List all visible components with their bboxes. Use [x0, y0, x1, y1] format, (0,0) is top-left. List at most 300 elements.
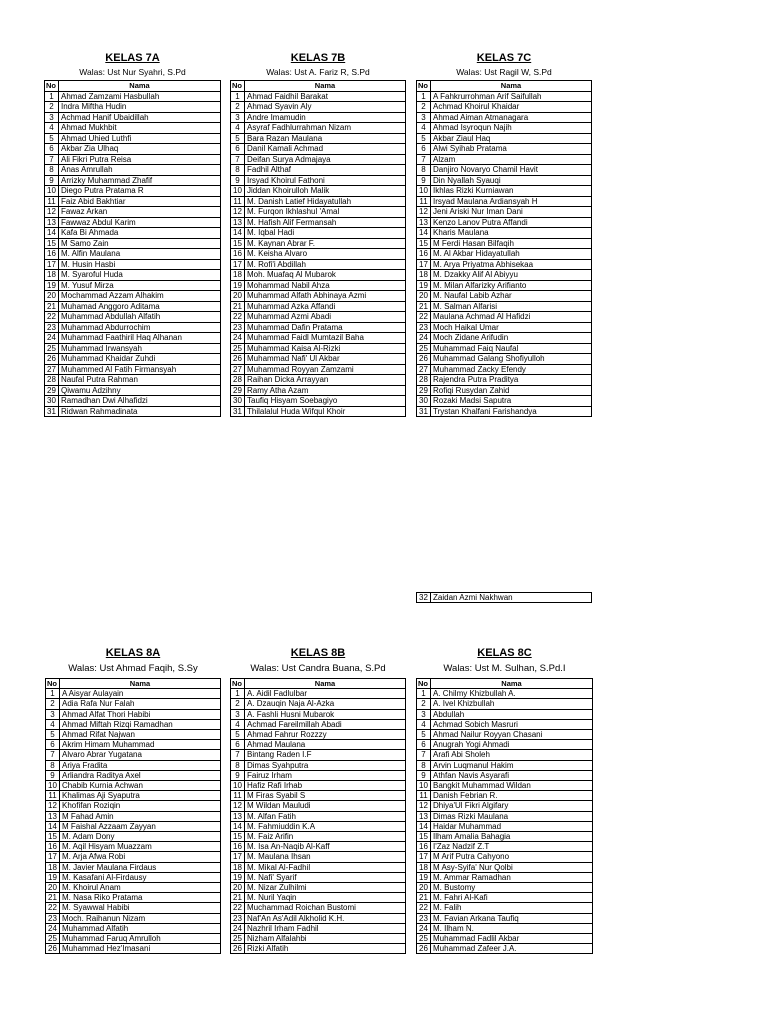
student-name: Ahmad Zamzami Hasbullah — [59, 91, 221, 102]
row-number: 25 — [46, 934, 60, 944]
table-row — [231, 913, 406, 923]
table-row — [46, 903, 221, 913]
row-number: 28 — [417, 375, 431, 386]
student-name: M. Hafish Alif Fermansah — [245, 217, 406, 228]
row-number: 1 — [417, 689, 431, 699]
student-name: M. Kaynan Abrar F. — [245, 238, 406, 249]
table-row — [417, 934, 593, 944]
table-row — [46, 801, 221, 811]
student-name: M. Aqil Hisyam Muazzam — [60, 842, 221, 852]
table-row — [45, 144, 221, 155]
student-table — [45, 678, 221, 954]
table-row — [46, 821, 221, 831]
table-header-row — [46, 679, 221, 689]
row-number: 3 — [231, 112, 245, 123]
row-number: 19 — [417, 872, 431, 882]
student-name: M. Ammar Ramadhan — [431, 872, 593, 882]
student-name: Kharis Maulana — [431, 228, 592, 239]
row-number: 6 — [417, 144, 431, 155]
student-name: Rajendra Putra Praditya — [431, 375, 592, 386]
student-name: M. Husin Hasbi — [59, 259, 221, 270]
homeroom-teacher: Walas: Ust A. Fariz R, S.Pd — [266, 67, 370, 77]
row-number: 7 — [417, 154, 431, 165]
table-row — [231, 343, 406, 354]
row-number: 9 — [46, 770, 60, 780]
student-name: Naf'An As'Adil Alkholid K.H. — [245, 913, 406, 923]
table-row — [417, 740, 593, 750]
row-number: 28 — [45, 375, 59, 386]
student-name: M. Kasafani Al-Firdausy — [60, 872, 221, 882]
column-header-name: Nama — [245, 81, 406, 92]
student-name: Muhammad Faidl Mumtazil Baha — [245, 333, 406, 344]
row-number: 23 — [45, 322, 59, 333]
student-name: Muchammad Roichan Bustomi — [245, 903, 406, 913]
row-number: 20 — [231, 883, 245, 893]
column-header-name: Nama — [59, 81, 221, 92]
table-row — [45, 280, 221, 291]
table-row — [231, 175, 406, 186]
row-number: 22 — [231, 312, 245, 323]
student-name: M. Nafi' Syarif — [245, 872, 406, 882]
table-row — [417, 709, 593, 719]
row-number: 4 — [45, 123, 59, 134]
row-number: 18 — [231, 270, 245, 281]
row-number: 9 — [231, 175, 245, 186]
table-row — [417, 699, 593, 709]
row-number: 6 — [231, 144, 245, 155]
student-name: Ahmad Mukhbit — [59, 123, 221, 134]
student-name: Muhammad Faathiril Haq Alhanan — [59, 333, 221, 344]
student-name: Muhammad Abdurrochim — [59, 322, 221, 333]
student-name: Ahmad Maulana — [245, 740, 406, 750]
row-number: 12 — [46, 801, 60, 811]
row-number: 13 — [46, 811, 60, 821]
column-header-name: Nama — [431, 81, 592, 92]
row-number: 21 — [417, 893, 431, 903]
table-row — [417, 322, 592, 333]
row-number: 4 — [417, 123, 431, 134]
table-row — [45, 343, 221, 354]
student-name: Muhammad Azmi Abadi — [245, 312, 406, 323]
table-row — [231, 280, 406, 291]
student-name: Muhammad Faruq Amrulloh — [60, 934, 221, 944]
table-row — [45, 228, 221, 239]
student-name: A. Fashli Husni Mubarok — [245, 709, 406, 719]
table-row — [231, 385, 406, 396]
table-row — [46, 923, 221, 933]
table-row — [231, 699, 406, 709]
student-name: Hafiz Rafi Irhab — [245, 781, 406, 791]
student-name: Bintang Raden I.F — [245, 750, 406, 760]
homeroom-teacher: Walas: Ust Ahmad Faqih, S.Sy — [68, 663, 198, 674]
table-row — [45, 322, 221, 333]
table-row — [46, 811, 221, 821]
row-number: 24 — [231, 923, 245, 933]
row-number: 5 — [46, 730, 60, 740]
class-title: KELAS 8A — [105, 647, 161, 659]
row-number: 3 — [231, 709, 245, 719]
row-number: 1 — [231, 91, 245, 102]
table-row — [46, 872, 221, 882]
row-number: 11 — [417, 196, 431, 207]
row-number: 26 — [231, 354, 245, 365]
table-row — [46, 791, 221, 801]
table-row — [417, 781, 593, 791]
student-table — [416, 80, 592, 417]
table-row — [231, 852, 406, 862]
table-row — [231, 934, 406, 944]
table-row — [231, 102, 406, 113]
row-number: 14 — [46, 821, 60, 831]
table-row — [231, 801, 406, 811]
table-row — [231, 91, 406, 102]
table-row — [417, 832, 593, 842]
row-number: 31 — [231, 406, 245, 417]
row-number: 20 — [46, 883, 60, 893]
row-number: 13 — [417, 217, 431, 228]
row-number: 23 — [417, 913, 431, 923]
row-number: 17 — [417, 259, 431, 270]
student-name: Ahmad Alfat Thori Habibi — [60, 709, 221, 719]
student-name: M. Keisha Alvaro — [245, 249, 406, 260]
table-row — [417, 280, 592, 291]
student-name: Thilalalul Huda Wifqul Khoir — [245, 406, 406, 417]
student-name: Moch Haikal Umar — [431, 322, 592, 333]
student-name: Bara Razan Maulana — [245, 133, 406, 144]
row-number: 12 — [417, 207, 431, 218]
class-title: KELAS 7B — [290, 52, 346, 64]
row-number: 11 — [231, 791, 245, 801]
student-name: M. Furqon Ikhlashul 'Amal — [245, 207, 406, 218]
row-number: 11 — [45, 196, 59, 207]
student-name: M. Arya Priyatma Abhisekaa — [431, 259, 592, 270]
student-table — [230, 80, 406, 417]
student-name: Muhammad Alfatih — [60, 923, 221, 933]
table-row — [231, 760, 406, 770]
row-number: 12 — [417, 801, 431, 811]
table-row — [417, 238, 592, 249]
table-row — [417, 133, 592, 144]
student-name: Dimas Rizki Maulana — [431, 811, 593, 821]
student-name: Alwi Syihab Pratama — [431, 144, 592, 155]
column-header-name: Nama — [60, 679, 221, 689]
student-name: Ahmad Faidhil Barakat — [245, 91, 406, 102]
table-row — [417, 186, 592, 197]
student-name: M. Alfin Maulana — [59, 249, 221, 260]
row-number: 26 — [417, 944, 431, 954]
row-number: 23 — [417, 322, 431, 333]
row-number: 8 — [231, 165, 245, 176]
student-name: A. Chilmy Khizbullah A. — [431, 689, 593, 699]
table-row — [46, 832, 221, 842]
row-number: 17 — [231, 259, 245, 270]
class-7c-extra-row — [416, 592, 592, 603]
row-number: 24 — [417, 923, 431, 933]
student-name: Rozaki Madsi Saputra — [431, 396, 592, 407]
student-name: Anas Amrullah — [59, 165, 221, 176]
student-name: M Asy-Syifa' Nur Qolbi — [431, 862, 593, 872]
row-number: 22 — [45, 312, 59, 323]
student-name: M. Nizar Zulhilmi — [245, 883, 406, 893]
student-name: M. Syawwal Habibi — [60, 903, 221, 913]
row-number: 7 — [231, 750, 245, 760]
table-row — [231, 112, 406, 123]
row-number: 22 — [231, 903, 245, 913]
table-row — [417, 730, 593, 740]
student-name: A. Ivel Khizbullah — [431, 699, 593, 709]
table-row — [45, 217, 221, 228]
table-row — [417, 102, 592, 113]
row-number: 22 — [46, 903, 60, 913]
table-row — [46, 709, 221, 719]
table-row — [231, 730, 406, 740]
student-name: Dimas Syahputra — [245, 760, 406, 770]
table-row — [45, 396, 221, 407]
student-name: Irsyad Khoirul Fathoni — [245, 175, 406, 186]
student-name: M Arif Putra Cahyono — [431, 852, 593, 862]
table-row — [417, 123, 592, 134]
student-name: Taufiq Hisyam Soebagiyo — [245, 396, 406, 407]
table-row — [417, 343, 592, 354]
row-number: 10 — [231, 186, 245, 197]
student-name: Ikhlas Rizki Kurniawan — [431, 186, 592, 197]
table-row — [417, 333, 592, 344]
student-name: I'Zaz Nadzif Z.T — [431, 842, 593, 852]
row-number: 16 — [417, 842, 431, 852]
table-row — [45, 238, 221, 249]
row-number: 27 — [45, 364, 59, 375]
row-number: 6 — [45, 144, 59, 155]
row-number: 4 — [231, 719, 245, 729]
table-row — [417, 944, 593, 954]
row-number: 18 — [46, 862, 60, 872]
row-number: 9 — [45, 175, 59, 186]
student-name: Danish Febrian R. — [431, 791, 593, 801]
student-name: Alzam — [431, 154, 592, 165]
row-number: 15 — [46, 832, 60, 842]
student-name: Faiz Abid Bakhtiar — [59, 196, 221, 207]
table-row — [45, 196, 221, 207]
row-number: 5 — [417, 133, 431, 144]
student-name: Anugrah Yogi Ahmadi — [431, 740, 593, 750]
table-row — [45, 112, 221, 123]
row-number: 26 — [417, 354, 431, 365]
row-number: 26 — [231, 944, 245, 954]
table-row — [231, 291, 406, 302]
table-row — [45, 375, 221, 386]
row-number: 18 — [45, 270, 59, 281]
row-number: 10 — [231, 781, 245, 791]
student-name: Ridwan Rahmadinata — [59, 406, 221, 417]
student-name: Bangkit Muhammad Wildan — [431, 781, 593, 791]
student-name: M. Falih — [431, 903, 593, 913]
student-name: Achmad Fareilmillah Abadi — [245, 719, 406, 729]
student-name: M. Dzakky Alif Al Abiyyu — [431, 270, 592, 281]
table-row — [231, 259, 406, 270]
student-name: M Ferdi Hasan Bilfaqih — [431, 238, 592, 249]
table-row — [45, 333, 221, 344]
table-row — [417, 91, 592, 102]
column-header-no: No — [417, 81, 431, 92]
table-row — [45, 259, 221, 270]
row-number: 11 — [231, 196, 245, 207]
table-row — [417, 791, 593, 801]
student-name: Andre Imamudin — [245, 112, 406, 123]
column-header-name: Nama — [245, 679, 406, 689]
student-name: Arrizky Muhammad Zhafif — [59, 175, 221, 186]
class-title: KELAS 7A — [105, 52, 160, 64]
table-row — [231, 719, 406, 729]
row-number: 1 — [231, 689, 245, 699]
table-row — [231, 811, 406, 821]
student-name: M. Arja Afwa Robi — [60, 852, 221, 862]
student-name: Raihan Dicka Arrayyan — [245, 375, 406, 386]
student-name: Dhiya'Ul Fikri Algifary — [431, 801, 593, 811]
student-name: Fawwaz Abdul Karim — [59, 217, 221, 228]
row-number: 20 — [231, 291, 245, 302]
row-number: 8 — [46, 760, 60, 770]
table-row — [417, 291, 592, 302]
table-row — [46, 913, 221, 923]
student-name: Abdullah — [431, 709, 593, 719]
row-number: 4 — [231, 123, 245, 134]
row-number: 13 — [231, 217, 245, 228]
table-row — [46, 699, 221, 709]
row-number: 25 — [231, 934, 245, 944]
student-name: M. Milan Alfarizky Arifianto — [431, 280, 592, 291]
row-number: 14 — [417, 228, 431, 239]
row-number: 18 — [417, 862, 431, 872]
table-row — [417, 270, 592, 281]
row-number: 19 — [45, 280, 59, 291]
row-number: 17 — [46, 852, 60, 862]
table-row — [417, 165, 592, 176]
student-name: Muhammad Khaidar Zuhdi — [59, 354, 221, 365]
homeroom-teacher: Walas: Ust Ragil W, S.Pd — [456, 67, 552, 77]
table-row — [231, 770, 406, 780]
table-row — [417, 217, 592, 228]
row-number: 16 — [231, 249, 245, 260]
student-name: Ahmad Uhied Luthfi — [59, 133, 221, 144]
table-row — [45, 165, 221, 176]
row-number: 18 — [417, 270, 431, 281]
student-name: Ariya Fradita — [60, 760, 221, 770]
student-name: M. Danish Latief Hidayatullah — [245, 196, 406, 207]
student-name: M Firas Syabil S — [245, 791, 406, 801]
student-name: Muhammad Royyan Zamzami — [245, 364, 406, 375]
student-name: A. Aidil Fadlulbar — [245, 689, 406, 699]
row-number: 31 — [45, 406, 59, 417]
column-header-no: No — [417, 679, 431, 689]
student-table — [44, 80, 221, 417]
homeroom-teacher: Walas: Ust Nur Syahri, S.Pd — [79, 67, 186, 77]
row-number: 2 — [45, 102, 59, 113]
row-number: 27 — [417, 364, 431, 375]
table-row — [417, 903, 593, 913]
row-number: 29 — [417, 385, 431, 396]
row-number: 21 — [231, 893, 245, 903]
table-row — [231, 709, 406, 719]
row-number: 9 — [231, 770, 245, 780]
table-row — [231, 207, 406, 218]
row-number: 3 — [417, 112, 431, 123]
student-name: Rofiqi Rusydan Zahid — [431, 385, 592, 396]
student-name: Din Nyallah Syauqi — [431, 175, 592, 186]
table-row — [45, 133, 221, 144]
row-number: 2 — [417, 102, 431, 113]
table-row — [46, 750, 221, 760]
row-number: 5 — [231, 730, 245, 740]
column-header-no: No — [231, 81, 245, 92]
student-name: M. Ilham N. — [431, 923, 593, 933]
student-name: Ahmad Isyroqun Najih — [431, 123, 592, 134]
class-title: KELAS 8C — [477, 647, 532, 659]
row-number: 30 — [231, 396, 245, 407]
table-row — [417, 923, 593, 933]
row-number: 15 — [45, 238, 59, 249]
row-number: 26 — [45, 354, 59, 365]
student-name: Kenzo Lanov Putra Affandi — [431, 217, 592, 228]
row-number: 9 — [417, 770, 431, 780]
row-number: 11 — [46, 791, 60, 801]
table-row — [45, 312, 221, 323]
student-name: M Faishal Azzaam Zayyan — [60, 821, 221, 831]
student-name: Arvin Luqmanul Hakim — [431, 760, 593, 770]
student-name: M. Mikal Al-Fadhil — [245, 862, 406, 872]
row-number: 23 — [231, 322, 245, 333]
row-number: 2 — [46, 699, 60, 709]
student-name: M. Javier Maulana Firdaus — [60, 862, 221, 872]
row-number: 22 — [417, 312, 431, 323]
row-number: 20 — [417, 883, 431, 893]
table-row — [46, 862, 221, 872]
row-number: 13 — [417, 811, 431, 821]
table-row — [417, 750, 593, 760]
table-row — [231, 883, 406, 893]
student-name: M. Fahri Al-Kafi — [431, 893, 593, 903]
row-number: 23 — [231, 913, 245, 923]
table-row — [45, 154, 221, 165]
table-row — [45, 186, 221, 197]
row-number: 6 — [231, 740, 245, 750]
table-row — [417, 375, 592, 386]
student-name: Muhamad Anggoro Aditama — [59, 301, 221, 312]
row-number: 24 — [46, 923, 60, 933]
column-header-no: No — [46, 679, 60, 689]
row-number: 19 — [417, 280, 431, 291]
student-name: Muhammad Alfath Abhinaya Azmi — [245, 291, 406, 302]
homeroom-teacher: Walas: Ust Candra Buana, S.Pd — [250, 663, 386, 674]
table-row — [231, 893, 406, 903]
student-name: A Fahkrurrohman Arif Saifullah — [431, 91, 592, 102]
student-name: Moch Zidane Arifudin — [431, 333, 592, 344]
table-row — [417, 593, 592, 603]
student-table — [230, 678, 406, 954]
table-row — [231, 217, 406, 228]
student-name: Jeni Ariski Nur Iman Dani — [431, 207, 592, 218]
table-header-row — [417, 81, 592, 92]
student-name: Ahmad Aiman Atmanagara — [431, 112, 592, 123]
student-name: Muhammad Fadlil Akbar — [431, 934, 593, 944]
table-row — [231, 862, 406, 872]
student-name: Muhammad Zafeer J.A. — [431, 944, 593, 954]
row-number: 10 — [417, 781, 431, 791]
table-row — [417, 770, 593, 780]
student-name: Maulana Achmad Al Hafidzi — [431, 312, 592, 323]
row-number: 12 — [231, 207, 245, 218]
student-name: Muhammad Kaisa Al-Rizki — [245, 343, 406, 354]
table-row — [417, 801, 593, 811]
